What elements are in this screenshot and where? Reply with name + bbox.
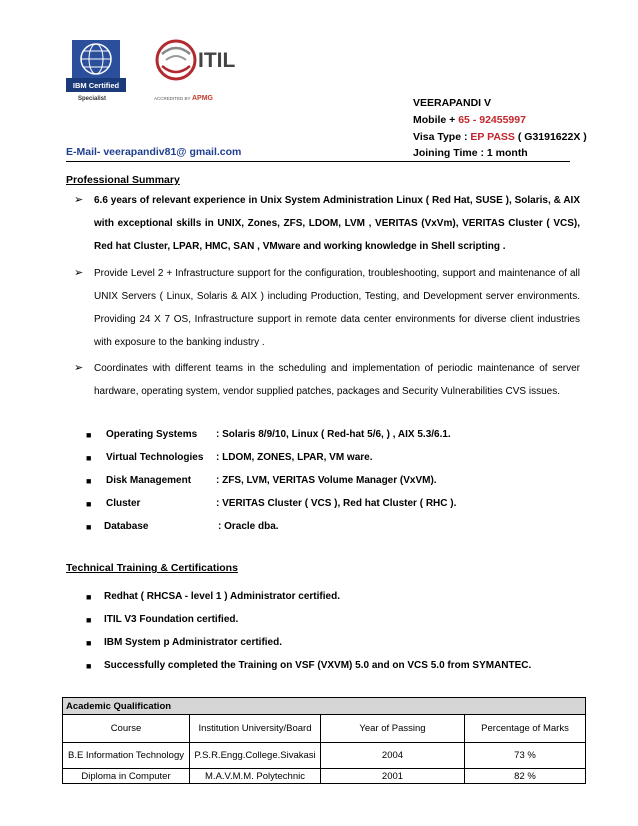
square-bullet-icon: ■ [86,430,92,440]
arrow-bullet-icon: ➢ [74,194,84,206]
visa-ref: ( G3191622X ) [514,131,587,143]
table-cell: B.E Information Technology [63,743,190,769]
spec-value: : VERITAS Cluster ( VCS ), Red hat Cluster ( RHC ). [216,498,457,509]
spec-value: : Oracle dba. [218,521,279,532]
table-cell: 82 % [465,769,586,784]
academic-caption: Academic Qualification [63,698,586,715]
joining-time: Joining Time : 1 month [413,147,528,159]
itil-accredited-text: ACCREDITED BY [154,96,191,101]
table-cell: P.S.R.Engg.College.Sivakasi [190,743,321,769]
apmg-text: APMG [192,95,213,102]
ibm-logo-subtext: Specialist [77,96,107,102]
square-bullet-icon: ■ [86,661,92,671]
spec-value: : LDOM, ZONES, LPAR, VM ware. [216,452,373,463]
spec-label: Database [104,521,149,532]
table-cell: M.A.V.M.M. Polytechnic [190,769,321,784]
visa-type: EP PASS [470,131,515,143]
itil-accredited-logo [152,34,257,106]
column-header: Year of Passing [321,715,465,743]
certification-item: Successfully completed the Training on VSF (VXVM) 5.0 and on VCS 5.0 from SYMANTEC. [104,660,532,671]
arrow-bullet-icon: ➢ [74,267,84,279]
spec-label: Operating Systems [106,429,198,440]
itil-logo-text: ITIL [198,49,236,72]
header-divider [66,161,570,162]
certification-item: ITIL V3 Foundation certified. [104,614,239,625]
visa-label: Visa Type : [413,131,471,143]
column-header: Percentage of Marks [465,715,586,743]
table-cell: Diploma in Computer [63,769,190,784]
square-bullet-icon: ■ [86,615,92,625]
spec-value: : ZFS, LVM, VERITAS Volume Manager (VxVM). [216,475,437,486]
spec-label: Disk Management [106,475,192,486]
candidate-name: VEERAPANDI V [413,97,491,109]
spec-label: Cluster [106,498,141,509]
table-cell: 2001 [321,769,465,784]
academic-table [62,697,586,784]
mobile-label: Mobile + [413,114,459,126]
certification-item: IBM System p Administrator certified. [104,637,282,648]
column-header: Institution University/Board [190,715,321,743]
professional-summary-title: Professional Summary [66,174,180,186]
summary-bullet-2: Provide Level 2 + Infrastructure support for the configuration, troubleshooting, support and maintenance of all UNIX Servers ( Linux, Solaris & AIX ) including Production, Testing, and Development server environments. Providing 24 X 7 OS, Infrastructure support in remote data center environments for diverse client industries with exposure to the banking industry . [94,268,580,348]
training-title: Technical Training & Certifications [66,562,238,574]
square-bullet-icon: ■ [86,638,92,648]
table-row [63,769,586,784]
ibm-certified-logo [66,38,144,104]
table-cell: 73 % [465,743,586,769]
square-bullet-icon: ■ [86,592,92,602]
ibm-logo-text: IBM Certified [72,81,120,90]
spec-value: : Solaris 8/9/10, Linux ( Red-hat 5/6, ) , AIX 5.3/6.1. [216,429,451,440]
arrow-bullet-icon: ➢ [74,362,84,374]
column-header: Course [63,715,190,743]
mobile-number: 65 - 92455997 [458,114,526,126]
visa-line [413,130,587,144]
spec-label: Virtual Technologies [106,452,204,463]
email-link[interactable]: E-Mail- veerapandiv81@ gmail.com [66,146,242,158]
square-bullet-icon: ■ [86,522,92,532]
square-bullet-icon: ■ [86,499,92,509]
mobile-line [413,113,526,127]
summary-bullet-3: Coordinates with different teams in the scheduling and implementation of periodic maintenance of server hardware, operating system, vendor supplied patches, packages and Security Vulnerabilities CVS issues. [94,363,580,397]
table-cell: 2004 [321,743,465,769]
summary-bullet-1: 6.6 years of relevant experience in Unix System Administration Linux ( Red Hat, SUSE ), Solaris, & AIX with exceptional skills in UNIX, Zones, ZFS, LDOM, LVM , VERITAS (VxVm), VERITAS Cluster ( VCS), Red hat Cluster, LPAR, HMC, SAN , VMware and working knowledge in Shell scripting . [94,195,580,252]
square-bullet-icon: ■ [86,476,92,486]
square-bullet-icon: ■ [86,453,92,463]
certification-item: Redhat ( RHCSA - level 1 ) Administrator certified. [104,591,340,602]
table-row [63,743,586,769]
